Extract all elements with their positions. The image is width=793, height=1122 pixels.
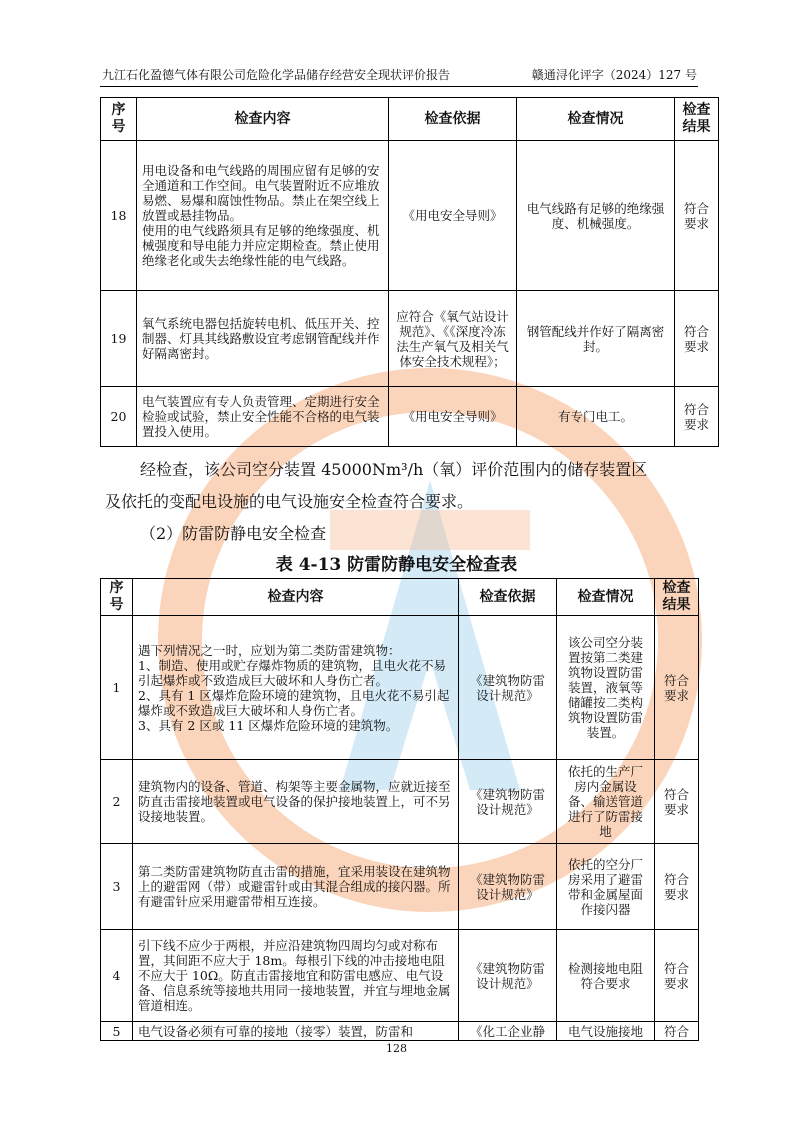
- row-basis: 《建筑物防雷设计规范》: [459, 616, 557, 760]
- col-header-result: 检查结果: [675, 98, 719, 141]
- row-basis: 《建筑物防雷设计规范》: [459, 760, 557, 844]
- row-no: 20: [101, 387, 137, 447]
- table-caption: 表 4-13 防雷防静电安全检查表: [275, 555, 518, 575]
- row-no: 3: [101, 844, 133, 930]
- col-header-status: 检查情况: [517, 98, 675, 141]
- row-basis: 《建筑物防雷设计规范》: [459, 844, 557, 930]
- row-content: 氧气系统电器包括旋转电机、低压开关、控制器、灯具其线路敷设宜考虑钢管配线并作好隔离密封。: [137, 291, 389, 387]
- col-header-basis: 检查依据: [389, 98, 517, 141]
- row-no: 4: [101, 930, 133, 1022]
- table-row: [101, 1022, 699, 1041]
- page-number: 128: [386, 1042, 407, 1055]
- row-status: 电气线路有足够的绝缘强度、机械强度。: [517, 141, 675, 291]
- row-result: 符合要求: [675, 291, 719, 387]
- table-row: [101, 616, 699, 760]
- row-basis: 《化工企业静: [459, 1022, 557, 1041]
- col-header-no: 序号: [101, 579, 133, 616]
- col-header-no: 序号: [101, 98, 137, 141]
- col-header-result: 检查结果: [655, 579, 699, 616]
- row-basis: 应符合《氧气站设计规范》、《《深度冷冻法生产氧气及相关气体安全技术规程》；: [389, 291, 517, 387]
- row-status: 电气设施接地: [557, 1022, 655, 1041]
- row-no: 5: [101, 1022, 133, 1041]
- paragraph-line: 经检查，该公司空分装置 45000Nm³/h（氧）评价范围内的储存装置区: [140, 460, 648, 479]
- table-row: [101, 930, 699, 1022]
- col-header-content: 检查内容: [137, 98, 389, 141]
- row-basis: 《建筑物防雷设计规范》: [459, 930, 557, 1022]
- row-content: 遇下列情况之一时，应划为第二类防雷建筑物： 1、制造、使用或贮存爆炸物质的建筑物，且电火花不易引起爆炸或不致造成巨大破坏和人身伤亡者。 2、具有 1 区爆炸危险环境的建筑物，且电火花不易引起爆炸或不致造成巨大破坏和人身伤亡者。 3、具有 2 区或 11 区爆炸危险环境的建筑物。: [133, 616, 459, 760]
- header-divider: [100, 86, 698, 87]
- row-content: 引下线不应少于两根，并应沿建筑物四周均匀或对称布置，其间距不应大于 18m。每根引下线的冲击接地电阻不应大于 10Ω。防直击雷接地宜和防雷电感应、电气设备、信息系统等接地共用同一接地装置，并宜与埋地金属管道相连。: [133, 930, 459, 1022]
- row-status: 有专门电工。: [517, 387, 675, 447]
- row-no: 2: [101, 760, 133, 844]
- row-content: 用电设备和电气线路的周围应留有足够的安全通道和工作空间。电气装置附近不应堆放易燃、易爆和腐蚀性物品。禁止在架空线上放置或悬挂物品。 使用的电气线路须具有足够的绝缘强度、机械强度和导电能力并应定期检查。禁止使用绝缘老化或失去绝缘性能的电气线路。: [137, 141, 389, 291]
- header-doc-number: 赣通浔化评字（2024）127 号: [531, 68, 697, 82]
- col-header-content: 检查内容: [133, 579, 459, 616]
- table-row: [101, 291, 719, 387]
- row-basis: 《用电安全导则》: [389, 387, 517, 447]
- table-row: [101, 141, 719, 291]
- row-no: 18: [101, 141, 137, 291]
- col-header-basis: 检查依据: [459, 579, 557, 616]
- row-status: 依托的空分厂房采用了避雷带和金属屋面作接闪器: [557, 844, 655, 930]
- row-basis: 《用电安全导则》: [389, 141, 517, 291]
- row-content: 建筑物内的设备、管道、构架等主要金属物，应就近接至防直击雷接地装置或电气设备的保护接地装置上，可不另设接地装置。: [133, 760, 459, 844]
- row-result: 符合要求: [655, 616, 699, 760]
- paragraph-line: 及依托的变配电设施的电气设施安全检查符合要求。: [105, 492, 474, 511]
- table-row: [101, 387, 719, 447]
- row-result: 符合要求: [655, 844, 699, 930]
- row-result: 符合: [655, 1022, 699, 1041]
- row-no: 19: [101, 291, 137, 387]
- row-content: 电气设备必须有可靠的接地（接零）装置，防雷和: [133, 1022, 459, 1041]
- table-row: [101, 844, 699, 930]
- row-no: 1: [101, 616, 133, 760]
- col-header-status: 检查情况: [557, 579, 655, 616]
- table-row: [101, 760, 699, 844]
- row-status: 检测接地电阻符合要求: [557, 930, 655, 1022]
- row-status: 该公司空分装置按第二类建筑物设置防雷装置，液氧等储罐按二类构筑物设置防雷装置。: [557, 616, 655, 760]
- row-status: 依托的生产厂房内金属设备、输送管道进行了防雷接地: [557, 760, 655, 844]
- lightning-check-table: [100, 578, 699, 1041]
- row-status: 钢管配线并作好了隔离密封。: [517, 291, 675, 387]
- row-result: 符合要求: [655, 930, 699, 1022]
- row-result: 符合要求: [675, 387, 719, 447]
- row-content: 第二类防雷建筑物防直击雷的措施，宜采用装设在建筑物上的避雷网（带）或避雷针或由其混合组成的接闪器。所有避雷针应采用避雷带相互连接。: [133, 844, 459, 930]
- row-result: 符合要求: [655, 760, 699, 844]
- header-title: 九江石化盈德气体有限公司危险化学品储存经营安全现状评价报告: [102, 68, 451, 82]
- section-heading: （2）防雷防静电安全检查: [140, 524, 327, 543]
- row-content: 电气装置应有专人负责管理、定期进行安全检验或试验，禁止安全性能不合格的电气装置投入使用。: [137, 387, 389, 447]
- row-result: 符合要求: [675, 141, 719, 291]
- electrical-check-table: [100, 97, 719, 447]
